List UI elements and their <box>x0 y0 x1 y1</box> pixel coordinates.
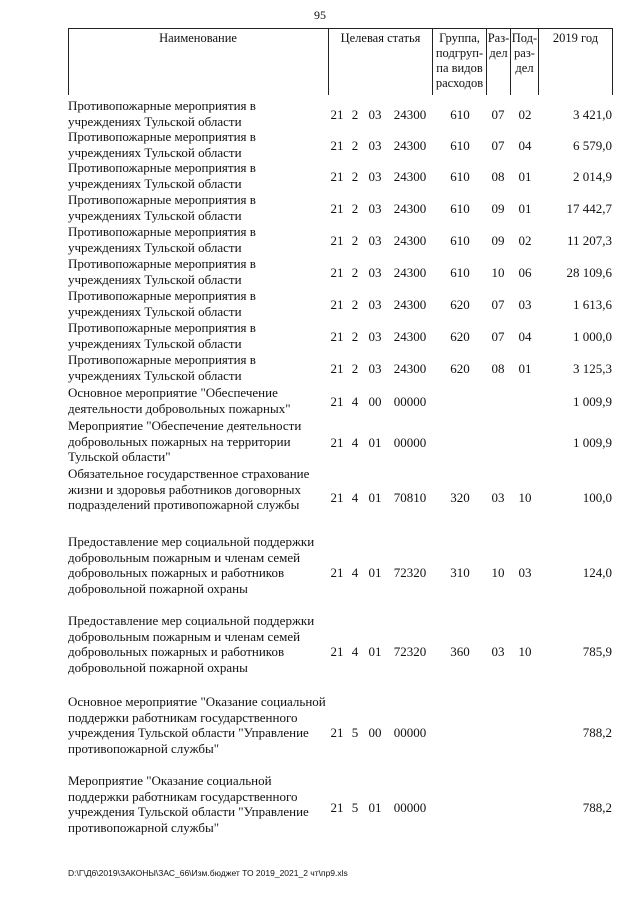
row-name-line: добровольных пожарных и работников <box>68 644 285 659</box>
razdel: 09 <box>491 201 505 216</box>
amount-2019: 1 000,0 <box>573 329 612 344</box>
code-subprogram: 5 <box>351 725 359 740</box>
code-program: 21 <box>330 265 344 280</box>
row-name-line: поддержки работникам государственного <box>68 709 298 725</box>
code-program: 21 <box>330 297 344 312</box>
expense-group: 610 <box>450 201 470 216</box>
code-subprogram: 2 <box>351 297 359 312</box>
code-direction: 00000 <box>393 725 427 740</box>
row-name <box>68 466 330 513</box>
amount-2019: 1 009,9 <box>573 394 612 409</box>
row-name-line: противопожарной службы" <box>68 819 220 835</box>
code-program: 21 <box>330 644 344 659</box>
code-direction: 70810 <box>393 490 427 505</box>
row-name-line: Основное мероприятие "Оказание социальной <box>68 694 326 709</box>
code-direction: 00000 <box>393 394 427 409</box>
expense-group: 610 <box>450 107 470 122</box>
row-name-line: учреждения Тульской области "Управление <box>68 725 309 740</box>
code-event: 00 <box>368 394 382 409</box>
header-podrazdel-line: раз- <box>514 46 535 60</box>
file-path-footer: D:\Г\Д6\2019\ЗАКОНЫ\ЗАС_66\Изм.бюджет ТО 2019_2021_2 чт\пр9.xls <box>68 868 348 878</box>
page-number: 95 <box>314 8 326 22</box>
expense-group: 310 <box>450 565 470 580</box>
header-group-line: подгруп- <box>435 46 484 60</box>
amount-2019: 3 125,3 <box>573 361 612 376</box>
amount-2019: 6 579,0 <box>573 138 612 153</box>
header-group-line: па видов <box>436 61 483 75</box>
row-name-line: добровольных пожарных и работников <box>68 565 285 580</box>
amount-2019: 788,2 <box>582 800 612 815</box>
row-name-line: Предоставление мер социальной поддержки <box>68 534 315 549</box>
row-name <box>68 129 330 160</box>
code-program: 21 <box>330 725 344 740</box>
amount-2019: 124,0 <box>582 565 612 580</box>
code-program: 21 <box>330 361 344 376</box>
podrazdel: 10 <box>518 644 532 659</box>
row-name-line: добровольной пожарной охраны <box>68 580 248 596</box>
row-name-line: добровольным пожарным и членам семей <box>68 628 301 644</box>
expense-group: 360 <box>450 644 470 659</box>
code-subprogram: 2 <box>351 201 359 216</box>
code-subprogram: 2 <box>351 265 359 280</box>
podrazdel: 03 <box>518 565 532 580</box>
row-name-line: добровольным пожарным и членам семей <box>68 549 301 565</box>
code-event: 03 <box>368 169 382 184</box>
expense-group: 620 <box>450 329 470 344</box>
row-name-line: учреждениях Тульской области <box>68 113 242 129</box>
code-event: 03 <box>368 265 382 280</box>
code-subprogram: 2 <box>351 329 359 344</box>
code-direction: 00000 <box>393 435 427 450</box>
razdel: 03 <box>491 490 505 505</box>
header-group-line: Группа, <box>439 31 480 45</box>
row-name-line: Противопожарные мероприятия в <box>68 352 256 367</box>
row-name <box>68 534 330 596</box>
razdel: 07 <box>491 297 505 312</box>
row-name <box>68 98 330 129</box>
podrazdel: 03 <box>518 297 532 312</box>
row-name <box>68 320 330 351</box>
code-event: 01 <box>368 565 382 580</box>
expense-group: 610 <box>450 265 470 280</box>
row-name-line: учреждениях Тульской области <box>68 335 242 351</box>
podrazdel: 04 <box>518 329 532 344</box>
code-program: 21 <box>330 394 344 409</box>
row-name <box>68 288 330 319</box>
razdel: 07 <box>491 138 505 153</box>
header-razdel <box>487 28 510 95</box>
code-event: 01 <box>368 644 382 659</box>
razdel: 08 <box>491 361 505 376</box>
expense-group: 610 <box>450 169 470 184</box>
row-name <box>68 192 330 223</box>
expense-group: 620 <box>450 297 470 312</box>
code-direction: 24300 <box>393 233 427 248</box>
code-direction: 24300 <box>393 107 427 122</box>
header-year: 2019 год <box>552 31 599 45</box>
code-program: 21 <box>330 800 344 815</box>
row-name-line: Противопожарные мероприятия в <box>68 288 256 303</box>
row-name-line: Противопожарные мероприятия в <box>68 192 256 207</box>
row-name-line: Противопожарные мероприятия в <box>68 129 256 144</box>
code-direction: 00000 <box>393 800 427 815</box>
code-direction: 24300 <box>393 201 427 216</box>
amount-2019: 11 207,3 <box>566 233 612 248</box>
code-event: 01 <box>368 435 382 450</box>
row-name <box>68 418 330 465</box>
razdel: 08 <box>491 169 505 184</box>
row-name-line: Противопожарные мероприятия в <box>68 160 256 175</box>
row-name-line: учреждениях Тульской области <box>68 175 242 191</box>
amount-2019: 788,2 <box>582 725 612 740</box>
code-program: 21 <box>330 435 344 450</box>
amount-2019: 785,9 <box>582 644 612 659</box>
code-program: 21 <box>330 107 344 122</box>
row-name <box>68 160 330 191</box>
row-name-line: Противопожарные мероприятия в <box>68 98 256 113</box>
row-name-line: Противопожарные мероприятия в <box>68 224 256 239</box>
podrazdel: 02 <box>518 233 532 248</box>
razdel: 07 <box>491 329 505 344</box>
code-subprogram: 2 <box>351 361 359 376</box>
code-subprogram: 4 <box>351 394 359 409</box>
row-name-line: Мероприятие "Обеспечение деятельности <box>68 418 302 433</box>
code-event: 03 <box>368 361 382 376</box>
code-event: 03 <box>368 297 382 312</box>
amount-2019: 1 613,6 <box>573 297 612 312</box>
row-name-line: Мероприятие "Оказание социальной <box>68 773 272 788</box>
razdel: 03 <box>491 644 505 659</box>
code-event: 03 <box>368 138 382 153</box>
code-subprogram: 4 <box>351 644 359 659</box>
row-name-line: Обязательное государственное страхование <box>68 466 310 481</box>
code-direction: 24300 <box>393 329 427 344</box>
code-program: 21 <box>330 565 344 580</box>
row-name-line: добровольной пожарной охраны <box>68 659 248 675</box>
podrazdel: 01 <box>518 169 532 184</box>
row-name-line: учреждениях Тульской области <box>68 207 242 223</box>
razdel: 07 <box>491 107 505 122</box>
header-razdel-line: дел <box>489 46 508 60</box>
header-razdel-line: Раз- <box>487 31 510 45</box>
code-direction: 24300 <box>393 361 427 376</box>
expense-group: 610 <box>450 138 470 153</box>
code-program: 21 <box>330 233 344 248</box>
header-podrazdel-line: Под- <box>511 31 538 45</box>
row-name-line: жизни и здоровья работников договорных <box>68 481 301 497</box>
razdel: 10 <box>491 565 505 580</box>
row-name <box>68 773 330 835</box>
code-program: 21 <box>330 169 344 184</box>
row-name-line: добровольных пожарных на территории <box>68 433 291 449</box>
row-name-line: Основное мероприятие "Обеспечение <box>68 385 278 400</box>
row-name <box>68 385 330 416</box>
expense-group: 320 <box>450 490 470 505</box>
code-event: 00 <box>368 725 382 740</box>
code-event: 03 <box>368 329 382 344</box>
code-direction: 24300 <box>393 169 427 184</box>
amount-2019: 3 421,0 <box>573 107 612 122</box>
header-target: Целевая статья <box>340 31 421 45</box>
razdel: 09 <box>491 233 505 248</box>
code-subprogram: 2 <box>351 107 359 122</box>
row-name-line: учреждениях Тульской области <box>68 271 242 287</box>
code-subprogram: 2 <box>351 233 359 248</box>
row-name-line: деятельности добровольных пожарных" <box>68 400 291 416</box>
row-name <box>68 256 330 287</box>
code-direction: 72320 <box>393 565 427 580</box>
row-name-line: Противопожарные мероприятия в <box>68 256 256 271</box>
code-program: 21 <box>330 329 344 344</box>
row-name <box>68 352 330 383</box>
amount-2019: 1 009,9 <box>573 435 612 450</box>
header-podrazdel <box>511 28 538 95</box>
code-event: 03 <box>368 201 382 216</box>
row-name-line: подразделений противопожарной службы <box>68 497 300 512</box>
code-subprogram: 2 <box>351 169 359 184</box>
podrazdel: 04 <box>518 138 532 153</box>
code-program: 21 <box>330 138 344 153</box>
code-event: 03 <box>368 107 382 122</box>
code-subprogram: 4 <box>351 490 359 505</box>
amount-2019: 17 442,7 <box>566 201 612 216</box>
code-event: 03 <box>368 233 382 248</box>
amount-2019: 28 109,6 <box>566 265 612 280</box>
row-name-line: учреждениях Тульской области <box>68 144 242 160</box>
code-subprogram: 4 <box>351 565 359 580</box>
code-program: 21 <box>330 201 344 216</box>
code-subprogram: 4 <box>351 435 359 450</box>
podrazdel: 01 <box>518 201 532 216</box>
amount-2019: 100,0 <box>582 490 612 505</box>
expense-group: 620 <box>450 361 470 376</box>
row-name <box>68 224 330 255</box>
row-name-line: учреждениях Тульской области <box>68 367 242 383</box>
podrazdel: 02 <box>518 107 532 122</box>
razdel: 10 <box>491 265 505 280</box>
row-name-line: поддержки работникам государственного <box>68 788 298 804</box>
code-program: 21 <box>330 490 344 505</box>
code-direction: 24300 <box>393 138 427 153</box>
row-name-line: учреждения Тульской области "Управление <box>68 804 309 819</box>
row-name-line: Противопожарные мероприятия в <box>68 320 256 335</box>
code-event: 01 <box>368 800 382 815</box>
podrazdel: 06 <box>518 265 532 280</box>
row-name-line: Предоставление мер социальной поддержки <box>68 613 315 628</box>
code-direction: 24300 <box>393 297 427 312</box>
podrazdel: 01 <box>518 361 532 376</box>
amount-2019: 2 014,9 <box>573 169 612 184</box>
row-name-line: Тульской области" <box>68 449 171 464</box>
code-subprogram: 5 <box>351 800 359 815</box>
row-name-line: учреждениях Тульской области <box>68 303 242 319</box>
header-name: Наименование <box>159 31 237 45</box>
podrazdel: 10 <box>518 490 532 505</box>
row-name-line: противопожарной службы" <box>68 740 220 756</box>
row-name <box>68 694 330 756</box>
code-direction: 24300 <box>393 265 427 280</box>
header-group <box>433 28 486 95</box>
header-group-line: расходов <box>435 76 484 90</box>
row-name <box>68 613 330 675</box>
code-subprogram: 2 <box>351 138 359 153</box>
expense-group: 610 <box>450 233 470 248</box>
row-name-line: учреждениях Тульской области <box>68 239 242 255</box>
code-direction: 72320 <box>393 644 427 659</box>
code-event: 01 <box>368 490 382 505</box>
header-podrazdel-line: дел <box>515 61 534 75</box>
